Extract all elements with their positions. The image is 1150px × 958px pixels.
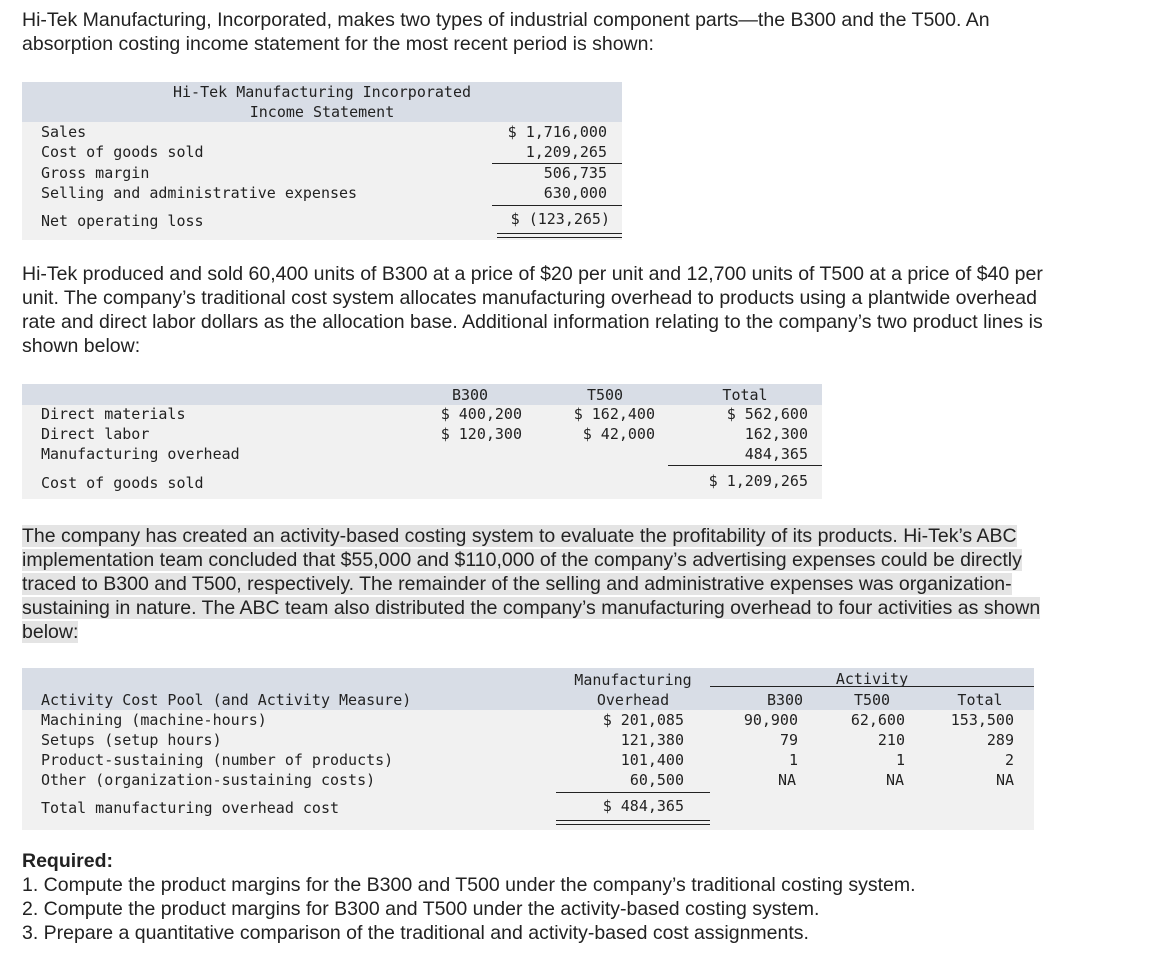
is-value-gross-margin: 506,735 (543, 164, 607, 182)
activity-row-overhead: 101,400 (620, 751, 684, 769)
required-item: 1. Compute the product margins for the B300 and T500 under the company’s traditional costing system. (22, 874, 916, 896)
activity-row-total: 2 (1004, 751, 1014, 769)
para3-line-5: below: (22, 621, 79, 643)
product-dm-b300: $ 400,200 (440, 405, 522, 423)
product-label-moh: Manufacturing overhead (41, 445, 240, 463)
product-cogs-total: $ 1,209,265 (708, 472, 808, 490)
is-underline-sga (492, 205, 622, 206)
activity-total-double-underline (556, 820, 710, 825)
activity-row-label: Product-sustaining (number of products) (41, 751, 394, 769)
is-value-sga: 630,000 (543, 184, 607, 202)
required-item: 3. Prepare a quantitative comparison of the traditional and activity-based cost assignments. (22, 922, 809, 944)
is-value-sales: $ 1,716,000 (507, 123, 607, 141)
para2-line-3: rate and direct labor dollars as the allocation base. Additional information relating to the company’s two product lines is (22, 311, 1043, 333)
para3-line-4: sustaining in nature. The ABC team also distributed the company’s manufacturing overhead to four activities as shown (22, 597, 1041, 619)
activity-row-t500: NA (885, 771, 905, 789)
activity-total-value: $ 484,365 (602, 797, 684, 815)
activity-col-total: Total (957, 691, 1003, 709)
product-label-cogs: Cost of goods sold (41, 474, 204, 492)
para3-line-2: implementation team concluded that $55,000 and $110,000 of the company’s advertising expenses could be directly (22, 549, 1022, 571)
para3-line-3: traced to B300 and T500, respectively. The remainder of the selling and administrative expenses was organization- (22, 573, 1012, 595)
activity-row-total: 153,500 (950, 711, 1014, 729)
intro-line-1: Hi-Tek Manufacturing, Incorporated, makes two types of industrial component parts—the B300 and the T500. An (22, 9, 990, 31)
activity-row-b300: 90,900 (743, 711, 798, 729)
activity-row-t500: 1 (895, 751, 905, 769)
activity-row-b300: 79 (779, 731, 798, 749)
income-statement-title: Income Statement (249, 103, 395, 121)
is-label-sales: Sales (41, 123, 87, 141)
activity-col-b300: B300 (766, 691, 804, 709)
para2-line-4: shown below: (22, 335, 141, 357)
is-label-sga: Selling and administrative expenses (41, 184, 358, 202)
product-underline-moh (668, 465, 822, 466)
activity-row-b300: NA (777, 771, 797, 789)
activity-col-overhead-line1: Manufacturing (574, 671, 692, 689)
required-heading: Required: (22, 850, 114, 872)
required-item: 2. Compute the product margins for B300 and T500 under the activity-based costing system. (22, 898, 820, 920)
is-label-gross-margin: Gross margin (41, 164, 150, 182)
is-label-net-loss: Net operating loss (41, 212, 204, 230)
product-dl-t500: $ 42,000 (582, 425, 655, 443)
activity-row-overhead: 60,500 (629, 771, 684, 789)
activity-row-overhead: $ 201,085 (602, 711, 684, 729)
is-value-net-loss: $ (123,265) (510, 210, 610, 228)
activity-row-label: Setups (setup hours) (41, 731, 222, 749)
intro-line-2: absorption costing income statement for the most recent period is shown: (22, 33, 654, 55)
activity-group-label: Activity (835, 670, 909, 688)
product-moh-total: 484,365 (744, 445, 808, 463)
activity-col-t500: T500 (853, 691, 891, 709)
activity-row-b300: 1 (788, 751, 798, 769)
activity-row-t500: 210 (877, 731, 905, 749)
para3-line-1: The company has created an activity-based costing system to evaluate the profitability of its products. Hi-Tek’s ABC (22, 525, 1017, 547)
para2-line-2: unit. The company’s traditional cost system allocates manufacturing overhead to products using a plantwide overhead (22, 287, 1037, 309)
activity-row-label: Other (organization-sustaining costs) (41, 771, 376, 789)
product-label-dl: Direct labor (41, 425, 150, 443)
para2-line-1: Hi-Tek produced and sold 60,400 units of B300 at a price of $20 per unit and 12,700 units of T500 at a price of $40 per (22, 263, 1043, 285)
activity-row-t500: 62,600 (850, 711, 905, 729)
activity-row-overhead: 121,380 (620, 731, 684, 749)
product-info-paragraph (22, 262, 1043, 358)
activity-total-label: Total manufacturing overhead cost (41, 799, 340, 817)
activity-underline-other (556, 792, 710, 793)
product-dl-total: 162,300 (744, 425, 808, 443)
intro-paragraph (22, 8, 990, 56)
product-col-total: Total (722, 386, 768, 404)
abc-paragraph (22, 524, 1040, 644)
is-label-cogs: Cost of goods sold (41, 143, 204, 161)
is-value-cogs: 1,209,265 (525, 143, 607, 161)
product-col-b300: B300 (451, 386, 489, 404)
income-statement-company: Hi-Tek Manufacturing Incorporated (172, 83, 471, 101)
product-col-t500: T500 (586, 386, 624, 404)
product-dl-b300: $ 120,300 (440, 425, 522, 443)
required-section (22, 849, 916, 945)
activity-row-label: Machining (machine-hours) (41, 711, 267, 729)
product-dm-total: $ 562,600 (726, 405, 808, 423)
product-label-dm: Direct materials (41, 405, 186, 423)
is-double-underline (497, 233, 622, 238)
activity-col-overhead-line2: Overhead (596, 691, 670, 709)
activity-pool-header: Activity Cost Pool (and Activity Measure) (41, 691, 412, 709)
activity-row-total: NA (995, 771, 1015, 789)
activity-row-total: 289 (986, 731, 1014, 749)
product-dm-t500: $ 162,400 (573, 405, 655, 423)
